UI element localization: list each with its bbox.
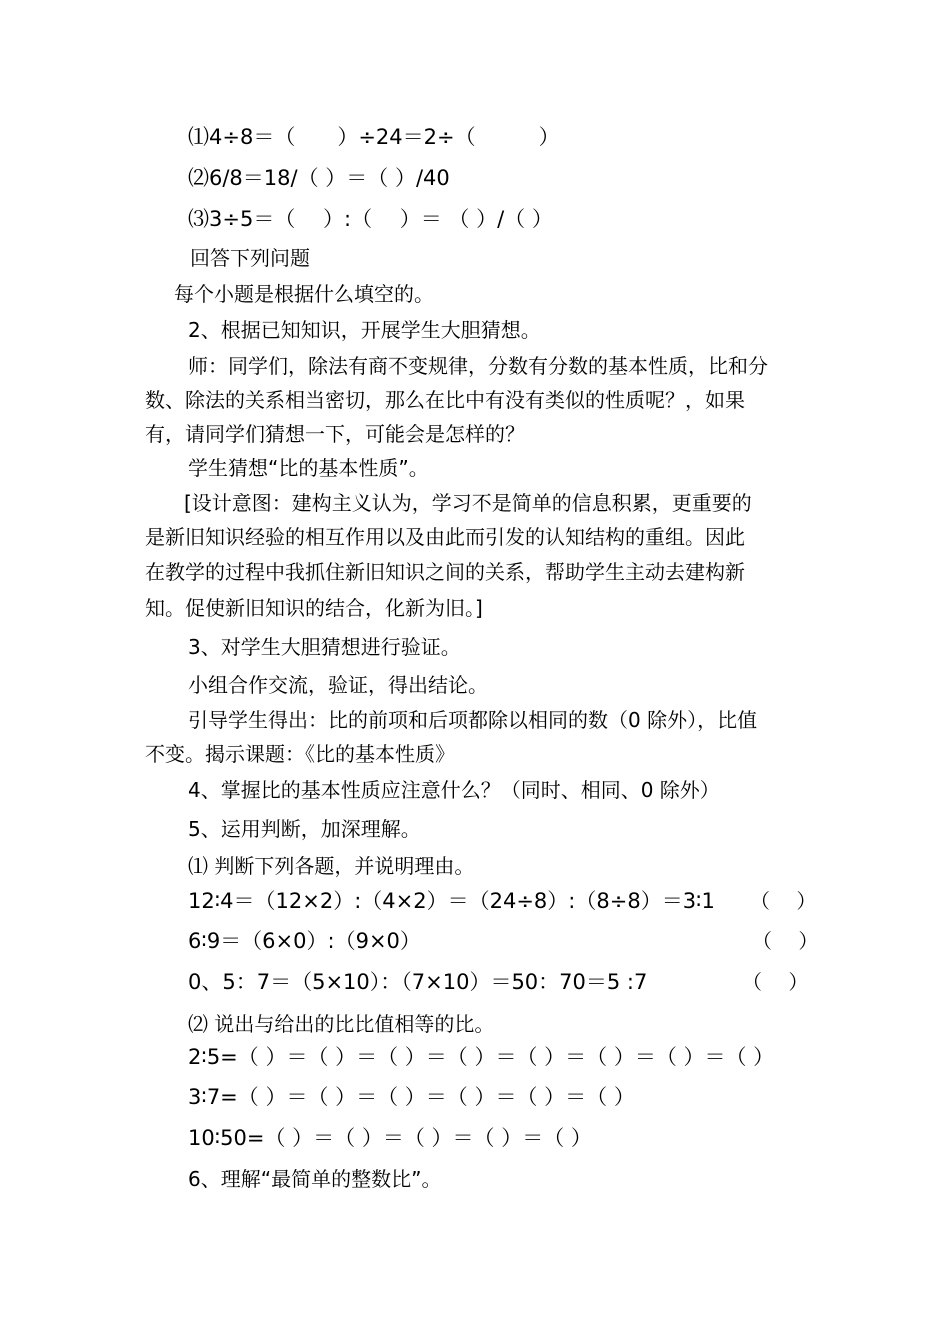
exercise-3-line: ⑶3÷5＝（ ）:（ ）＝ （ ）/（ ） [188,207,553,231]
equal-ratio-item-3: 10∶50=（ ）＝（ ）＝（ ）＝（ ）＝（ ） [188,1126,592,1150]
judge-item-2: 6∶9＝（6×0）:（9×0） [188,929,421,953]
judge-item-3-answer: （ ） [742,970,809,994]
conclusion-line-2: 不变。揭示课题：《比的基本性质》 [145,742,455,766]
section-4-heading: 4、掌握比的基本性质应注意什么？（同时、相同、0 除外） [188,778,720,802]
equal-ratio-item-2: 3∶7=（ ）＝（ ）＝（ ）＝（ ）＝（ ）＝（ ） [188,1085,635,1109]
design-intent-line-1: [设计意图：建构主义认为，学习不是简单的信息积累，更重要的 [184,491,752,515]
equal-ratio-instructions: ⑵ 说出与给出的比比值相等的比。 [188,1012,495,1036]
exercise-2-line: ⑵6/8＝18/（ ）＝（ ）/40 [188,166,450,190]
section-5-heading: 5、运用判断，加深理解。 [188,817,421,841]
teacher-paragraph-line-3: 有，请同学们猜想一下，可能会是怎样的？ [145,422,525,446]
student-guess-line: 学生猜想“比的基本性质”。 [188,456,429,480]
exercise-1-line: ⑴4÷8＝（ ）÷24＝2÷（ ） [188,125,560,149]
equal-ratio-item-1: 2∶5=（ ）＝（ ）＝（ ）＝（ ）＝（ ）＝（ ）＝（ ）＝（ ） [188,1045,775,1069]
judge-item-2-answer: （ ） [752,929,819,953]
judge-instructions: ⑴ 判断下列各题，并说明理由。 [188,854,475,878]
group-work-line: 小组合作交流，验证，得出结论。 [188,673,488,697]
teacher-paragraph-line-1: 师：同学们，除法有商不变规律，分数有分数的基本性质，比和分 [188,354,768,378]
question-prompt: 每个小题是根据什么填空的。 [174,282,434,306]
judge-item-1: 12∶4＝（12×2）:（4×2）＝（24÷8）:（8÷8）＝3∶1 [188,889,715,913]
section-6-heading: 6、理解“最简单的整数比”。 [188,1167,442,1191]
design-intent-line-3: 在教学的过程中我抓住新旧知识之间的关系，帮助学生主动去建构新 [145,560,745,584]
judge-item-3: 0、5：7＝（5×10）：（7×10）＝50：70＝5 :7 [188,970,648,994]
teacher-paragraph-line-2: 数、除法的关系相当密切，那么在比中有没有类似的性质呢？，如果 [145,388,745,412]
design-intent-line-2: 是新旧知识经验的相互作用以及由此而引发的认知结构的重组。因此 [145,525,745,549]
answer-questions-heading: 回答下列问题 [190,246,310,270]
judge-item-1-answer: （ ） [750,889,817,913]
section-2-heading: 2、根据已知知识，开展学生大胆猜想。 [188,318,541,342]
conclusion-line-1: 引导学生得出：比的前项和后项都除以相同的数（0 除外），比值 [188,708,758,732]
design-intent-line-4: 知。促使新旧知识的结合，化新为旧。] [145,596,483,620]
section-3-heading: 3、对学生大胆猜想进行验证。 [188,635,461,659]
